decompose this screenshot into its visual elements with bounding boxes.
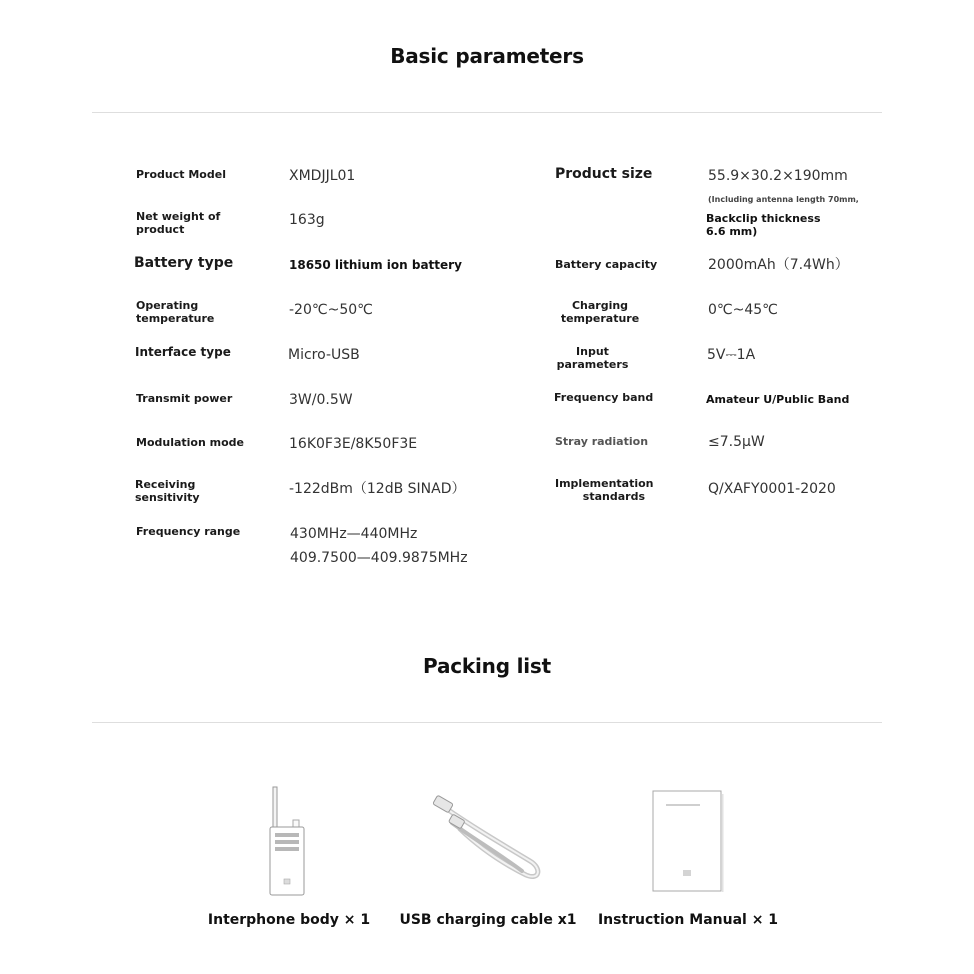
value-modulation-mode: 16K0F3E/8K50F3E <box>289 436 418 452</box>
value-battery-capacity: 2000mAh（7.4Wh） <box>708 257 849 273</box>
frequency-range-line-1: 430MHz—440MHz <box>290 526 418 542</box>
divider <box>92 112 882 113</box>
packing-item-usb-cable: USB charging cable x1 <box>399 912 577 928</box>
label-transmit-power: Transmit power <box>136 392 233 405</box>
packing-item-instruction-manual: Instruction Manual × 1 <box>597 912 779 928</box>
label-interface-type: Interface type <box>135 345 231 359</box>
label-product-size: Product size <box>555 166 653 182</box>
instruction-manual-image <box>652 790 724 894</box>
label-modulation-mode: Modulation mode <box>136 436 245 449</box>
label-implementation-standards: Implementation standards <box>555 477 654 503</box>
label-battery-type: Battery type <box>134 255 234 271</box>
value-product-model: XMDJJL01 <box>289 168 356 184</box>
label-receiving-sensitivity: Receiving sensitivity <box>135 478 200 504</box>
packing-list-title: Packing list <box>423 654 551 678</box>
label-battery-capacity: Battery capacity <box>555 258 658 271</box>
value-operating-temperature: -20℃~50℃ <box>289 302 373 318</box>
label-frequency-band: Frequency band <box>554 391 654 404</box>
value-receiving-sensitivity: -122dBm（12dB SINAD） <box>289 481 466 497</box>
value-frequency-band: Amateur U/Public Band <box>706 393 850 406</box>
label-input-parameters: Input parameters <box>556 345 629 371</box>
value-implementation-standards: Q/XAFY0001-2020 <box>708 481 836 497</box>
value-battery-type: 18650 lithium ion battery <box>289 258 462 272</box>
value-stray-radiation: ≤7.5μW <box>708 434 765 450</box>
value-frequency-range <box>290 522 468 570</box>
label-frequency-range: Frequency range <box>136 525 241 538</box>
packing-item-interphone-body: Interphone body × 1 <box>207 912 371 928</box>
usb-cable-image <box>430 795 548 885</box>
product-size-backclip: Backclip thickness 6.6 mm) <box>706 212 821 238</box>
label-net-weight: Net weight of product <box>136 210 221 236</box>
value-product-size: 55.9×30.2×190mm <box>708 168 848 184</box>
value-net-weight: 163g <box>289 212 325 228</box>
interphone-body-image <box>262 785 312 897</box>
value-input-parameters: 5V⎓1A <box>707 347 756 363</box>
label-charging-temperature: Charging temperature <box>560 299 640 325</box>
value-interface-type: Micro-USB <box>288 347 360 363</box>
value-transmit-power: 3W/0.5W <box>289 392 353 408</box>
label-product-model: Product Model <box>136 168 226 181</box>
divider <box>92 722 882 723</box>
label-operating-temperature: Operating temperature <box>136 299 215 325</box>
frequency-range-line-2: 409.7500—409.9875MHz <box>290 550 468 566</box>
value-charging-temperature: 0℃~45℃ <box>708 302 778 318</box>
basic-parameters-title: Basic parameters <box>390 44 584 68</box>
product-size-note: (Including antenna length 70mm, <box>708 195 859 204</box>
label-stray-radiation: Stray radiation <box>555 435 649 448</box>
